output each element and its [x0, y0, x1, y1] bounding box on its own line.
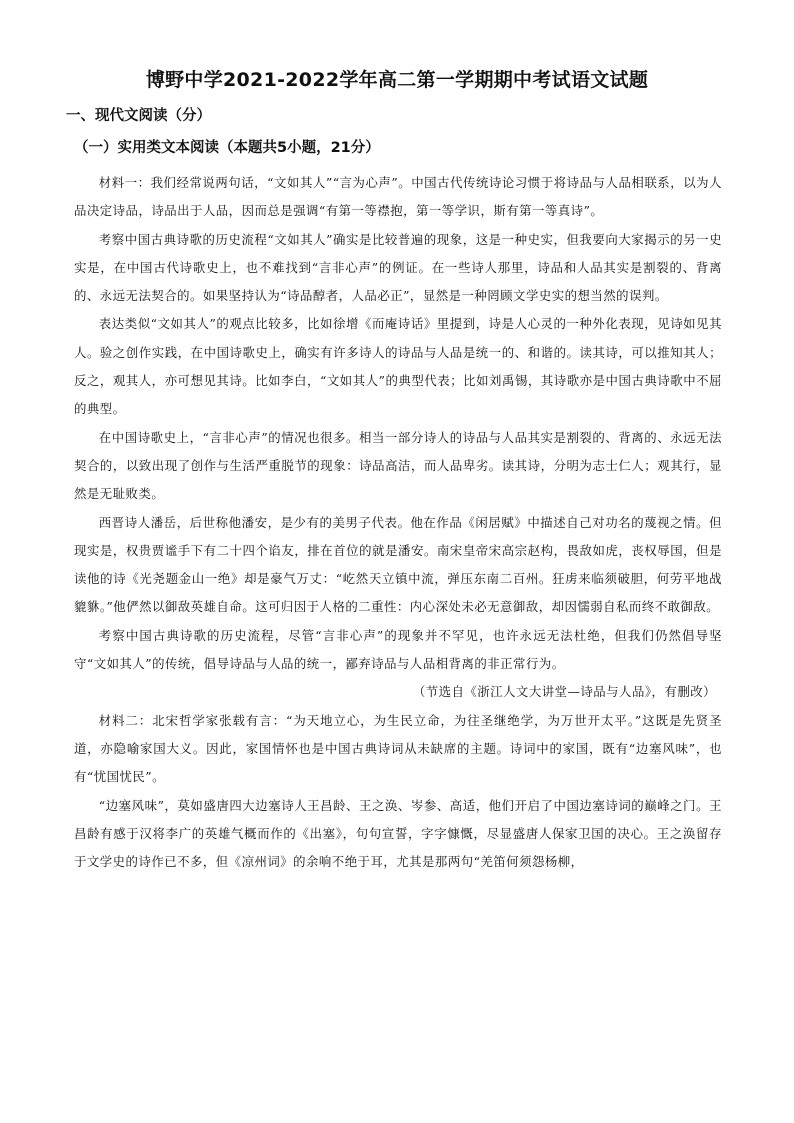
section-heading-modern-reading: 一、现代文阅读（分） — [66, 108, 211, 124]
exam-title: 博野中学2021-2022学年高二第一学期期中考试语文试题 — [145, 69, 649, 91]
paragraph: 材料二：北宋哲学家张载有言：“为天地立心，为生民立命，为往圣继绝学，为万世开太平。”这既是先贤圣道，亦隐喻家国大义。因此，家国情怀也是中国古典诗词从未缺席的主题。诗词中的家国，既有“边塞风味”，也有“忧国忧民”。 — [74, 712, 722, 785]
paragraph: 材料一：我们经常说两句话，“文如其人”“言为心声”。中国古代传统诗论习惯于将诗品与人品相联系，以为人品决定诗品，诗品出于人品，因而总是强调“有第一等襟抱，第一等学识，斯有第一等真诗”。 — [74, 175, 722, 219]
article-body — [74, 169, 722, 876]
subsection-heading-practical-text: （一）实用类文本阅读（本题共5小题，21分） — [74, 140, 380, 156]
source-citation: （节选自《浙江人文大讲堂—诗品与人品》，有删改） — [412, 684, 716, 700]
paragraph: 表达类似“文如其人”的观点比较多，比如徐增《而庵诗话》里提到，诗是人心灵的一种外化表现，见诗如见其人。验之创作实践，在中国诗歌史上，确实有许多诗人的诗品与人品是统一的、和谐的。读其诗，可以推知其人；反之，观其人，亦可想见其诗。比如李白，“文如其人”的典型代表；比如刘禹锡，其诗歌亦是中国古典诗歌中不屈的典型。 — [74, 316, 722, 417]
paragraph: 考察中国古典诗歌的历史流程“文如其人”确实是比较普遍的现象，这是一种史实，但我要向大家揭示的另一史实是，在中国古代诗歌史上，也不难找到“言非心声”的例证。在一些诗人那里，诗品和人品其实是割裂的、背离的、永远无法契合的。如果坚持认为“诗品醇者，人品必正”，显然是一种罔顾文学史实的想当然的误判。 — [74, 231, 722, 304]
paragraph: 在中国诗歌史上，“言非心声”的情况也很多。相当一部分诗人的诗品与人品其实是割裂的、背离的、永远无法契合的，以致出现了创作与生活严重脱节的现象：诗品高洁，而人品卑劣。读其诗，分明为志士仁人；观其行，显然是无耻败类。 — [74, 429, 722, 502]
paragraph: 西晋诗人潘岳，后世称他潘安，是少有的美男子代表。他在作品《闲居赋》中描述自己对功名的蔑视之情。但现实是，权贵贾谧手下有二十四个谄友，排在首位的就是潘安。南宋皇帝宋高宗赵构，畏敌如虎，丧权辱国，但是读他的诗《光尧题金山一绝》却是豪气万丈：“屹然天立镇中流，弹压东南二百州。狂虏来临须破胆，何劳平地战貔貅。”他俨然以御敌英雄自命。这可归因于人格的二重性：内心深处未必无意御敌，却因懦弱自私而终不敢御敌。 — [74, 514, 722, 615]
paragraph: “边塞风味”，莫如盛唐四大边塞诗人王昌龄、王之涣、岑参、高适，他们开启了中国边塞诗词的巅峰之门。王昌龄有感于汉将李广的英雄气概而作的《出塞》，句句宣誓，字字慷慨，尽显盛唐人保家卫国的决心。王之涣留存于文学史的诗作已不多，但《凉州词》的余响不绝于耳，尤其是那两句“羌笛何须怨杨柳， — [74, 797, 722, 870]
paragraph: 考察中国古典诗歌的历史流程，尽管“言非心声”的现象并不罕见，也许永远无法杜绝，但我们仍然倡导坚守“文如其人”的传统，倡导诗品与人品的统一，鄙弃诗品与人品相背离的非正常行为。 — [74, 627, 722, 672]
